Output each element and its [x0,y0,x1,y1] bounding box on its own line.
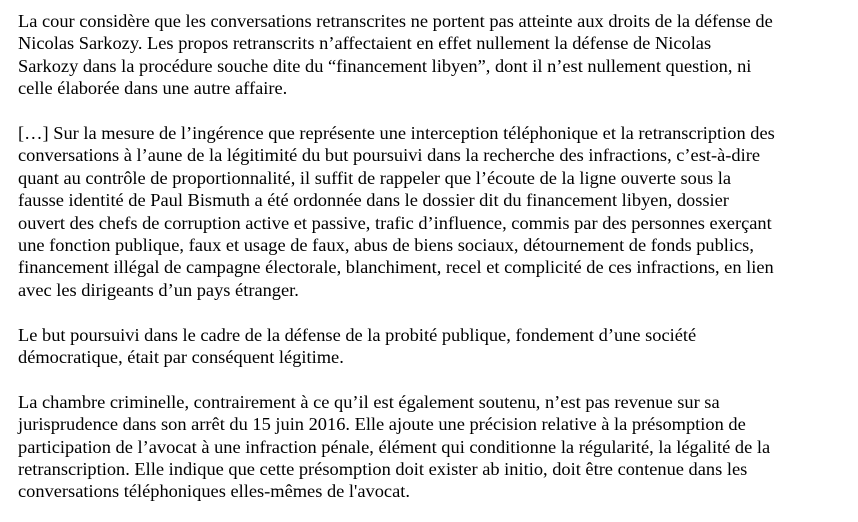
paragraph-line: quant au contrôle de proportionnalité, il suffit de rappeler que l’écoute de la ligne ouverte sous la [18,167,732,188]
paragraph-line: […] Sur la mesure de l’ingérence que représente une interception téléphonique et la retranscription des [18,123,775,144]
paragraph-line: une fonction publique, faux et usage de faux, abus de biens sociaux, détournement de fonds publics, [18,235,754,256]
paragraph-2 [18,122,840,301]
paragraph-3 [18,324,840,369]
paragraph-line: Le but poursuivi dans le cadre de la défense de la probité publique, fondement d’une société [18,324,697,345]
paragraph-line: jurisprudence dans son arrêt du 15 juin 2016. Elle ajoute une précision relative à la présomption de [18,414,746,435]
paragraph-line: celle élaborée dans une autre affaire. [18,78,288,99]
paragraph-line: La chambre criminelle, contrairement à ce qu’il est également soutenu, n’est pas revenue sur sa [18,391,720,412]
paragraph-line: Sarkozy dans la procédure souche dite du “financement libyen”, dont il n’est nullement question, ni [18,55,752,76]
paragraph-line: La cour considère que les conversations retranscrites ne portent pas atteinte aux droits de la défense de [18,11,773,31]
paragraph-line: conversations à l’aune de la légitimité du but poursuivi dans la recherche des infractions, c’est-à-dire [18,145,760,166]
paragraph-4 [18,391,840,503]
paragraph-line: démocratique, était par conséquent légitime. [18,347,344,368]
paragraph-1 [18,10,840,100]
paragraph-line: avec les dirigeants d’un pays étranger. [18,279,299,300]
paragraph-line: conversations téléphoniques elles-mêmes de l'avocat. [18,481,410,502]
paragraph-line: retranscription. Elle indique que cette présomption doit exister ab initio, doit être contenue dans les [18,459,748,480]
paragraph-line: participation de l’avocat à une infraction pénale, élément qui conditionne la régularité, la légalité de la [18,436,771,457]
paragraph-line: financement illégal de campagne électorale, blanchiment, recel et complicité de ces infractions, en lien [18,257,774,278]
paragraph-line: fausse identité de Paul Bismuth a été ordonnée dans le dossier dit du financement libyen, dossier [18,190,729,211]
paragraph-line: Nicolas Sarkozy. Les propos retranscrits n’affectaient en effet nullement la défense de Nicolas [18,33,712,54]
paragraph-line: ouvert des chefs de corruption active et passive, trafic d’influence, commis par des personnes exerçant [18,212,772,233]
